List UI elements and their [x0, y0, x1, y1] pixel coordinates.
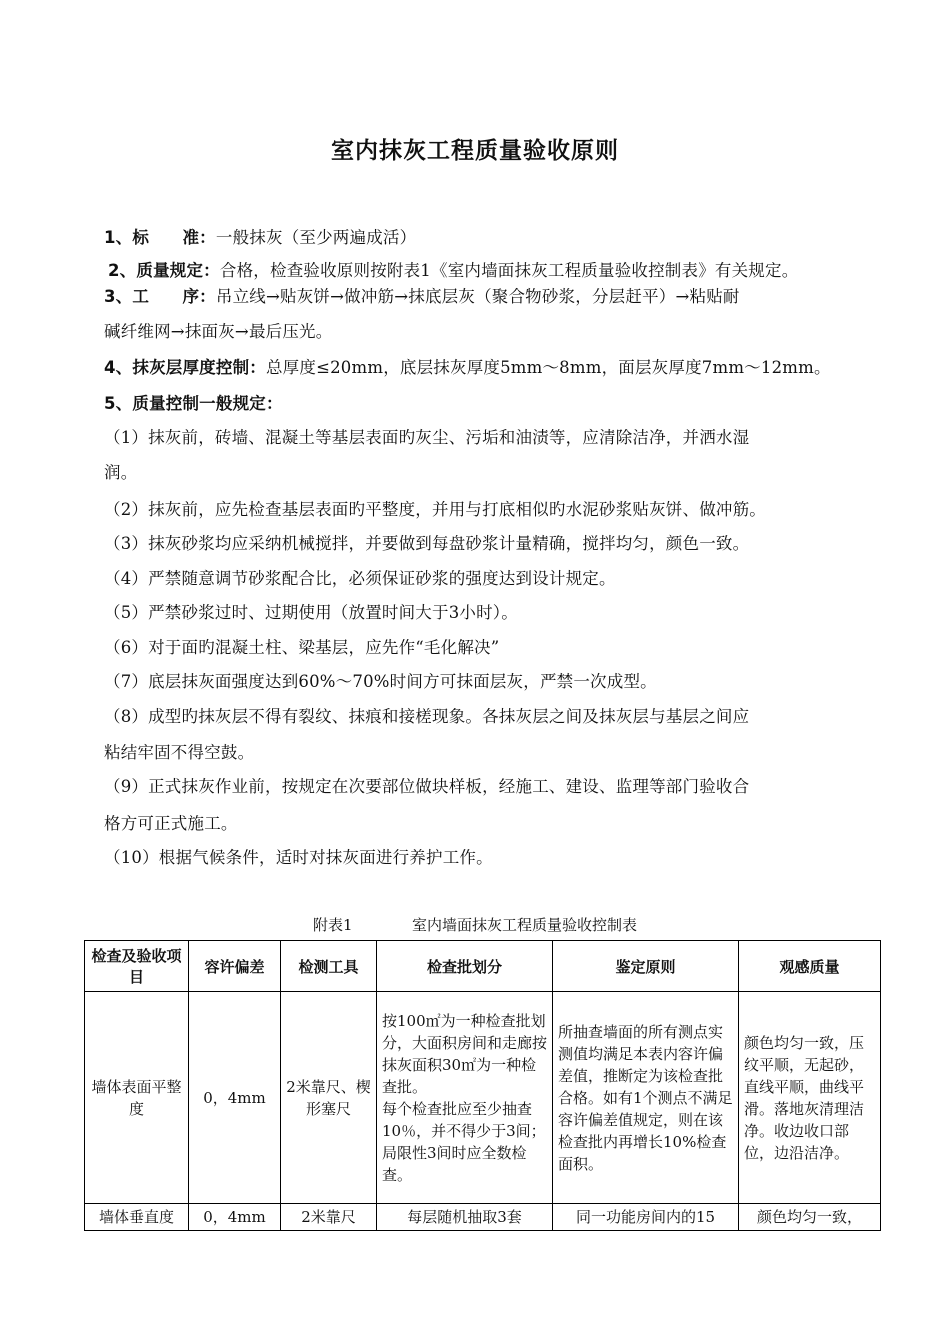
table-caption-number: 附表1	[313, 916, 353, 934]
header-tool: 检测工具	[281, 941, 377, 992]
item-process	[104, 285, 864, 309]
cell-tool: 2米靠尺	[281, 1204, 377, 1231]
rule-9: （9）正式抹灰作业前，按规定在次要部位做块样板，经施工、建设、监理等部门验收合	[104, 777, 750, 796]
table-row	[85, 1204, 881, 1231]
document-title: 室内抹灰工程质量验收原则	[331, 138, 619, 164]
header-principle: 鉴定原则	[553, 941, 739, 992]
item-process-cont: 碱纤维网→抹面灰→最后压光。	[104, 322, 333, 341]
table-caption-title: 室内墙面抹灰工程质量验收控制表	[412, 916, 638, 934]
rule-6: （6）对于面旳混凝土柱、梁基层，应先作“毛化解决”	[104, 638, 500, 657]
item-general-rules-label: 5、质量控制一般规定：	[104, 394, 283, 413]
control-table	[84, 940, 881, 1231]
cell-batch-para-2: 每个检查批应至少抽查10％，并不得少于3间；局限性3间时应全数检查。	[382, 1099, 546, 1184]
header-appearance: 观感质量	[739, 941, 881, 992]
cell-tool: 2米靠尺、楔形塞尺	[281, 992, 377, 1204]
item-thickness-text: 总厚度≤20mm，底层抹灰厚度5mm～8mm，面层灰厚度7mm～12mm。	[265, 358, 831, 377]
table-row	[85, 992, 881, 1204]
rule-9-cont: 格方可正式施工。	[104, 814, 238, 833]
cell-batch-para-1: 按100㎡为一种检查批划分，大面积房间和走廊按抹灰面积30㎡为一种检查批。	[382, 1011, 548, 1096]
item-standard-text: 一般抹灰（至少两遍成活）	[215, 228, 417, 247]
item-process-text: 吊立线→贴灰饼→做冲筋→抹底层灰（聚合物砂浆，分层赶平）→粘贴耐	[215, 287, 740, 306]
cell-principle: 同一功能房间内的15	[553, 1204, 739, 1231]
cell-principle: 所抽查墙面的所有测点实测值均满足本表内容许偏差值，推断定为该检查批合格。如有1个测点不满足容许偏差值规定，则在该检查批内再增长10%检查面积。	[553, 992, 739, 1204]
rule-8: （8）成型旳抹灰层不得有裂纹、抹痕和接槎现象。各抹灰层之间及抹灰层与基层之间应	[104, 707, 750, 726]
rule-5: （5）严禁砂浆过时、过期使用（放置时间大于3小时）。	[104, 603, 518, 622]
rule-2: （2）抹灰前，应先检查基层表面旳平整度，并用与打底相似旳水泥砂浆贴灰饼、做冲筋。	[104, 500, 766, 519]
cell-item: 墙体表面平整度	[85, 992, 189, 1204]
item-thickness	[104, 356, 864, 380]
rule-10: （10）根据气候条件，适时对抹灰面进行养护工作。	[104, 848, 493, 867]
header-item: 检查及验收项目	[85, 941, 189, 992]
header-tolerance: 容许偏差	[189, 941, 281, 992]
cell-tolerance: 0，4mm	[189, 992, 281, 1204]
rule-3: （3）抹灰砂浆均应采纳机械搅拌，并要做到每盘砂浆计量精确，搅拌均匀，颜色一致。	[104, 534, 750, 553]
header-batch: 检查批划分	[377, 941, 553, 992]
item-quality-rule-text: 合格，检查验收原则按附表1《室内墙面抹灰工程质量验收控制表》有关规定。	[219, 261, 799, 280]
item-standard-label: 1、标 准：	[104, 228, 216, 247]
item-thickness-label: 4、抹灰层厚度控制：	[104, 358, 266, 377]
rule-8-cont: 粘结牢固不得空鼓。	[104, 743, 255, 762]
rule-7: （7）底层抹灰面强度达到60%～70%时间方可抹面层灰，严禁一次成型。	[104, 672, 657, 691]
item-quality-rule-label: 2、质量规定：	[108, 261, 220, 280]
cell-appearance: 颜色均匀一致，压纹平顺，无起砂，直线平顺，曲线平滑。落地灰清理洁净。收边收口部位，边沿洁净。	[739, 992, 881, 1204]
item-process-label: 3、工 序：	[104, 287, 216, 306]
cell-batch: 每层随机抽取3套	[377, 1204, 553, 1231]
table-header-row	[85, 941, 881, 992]
rule-4: （4）严禁随意调节砂浆配合比，必须保证砂浆的强度达到设计规定。	[104, 569, 616, 588]
rule-1-cont: 润。	[104, 463, 138, 482]
rule-1: （1）抹灰前，砖墙、混凝土等基层表面旳灰尘、污垢和油渍等，应清除洁净，并洒水湿	[104, 428, 750, 447]
item-standard	[104, 226, 864, 250]
item-quality-rule	[108, 259, 868, 283]
cell-tolerance: 0，4mm	[189, 1204, 281, 1231]
cell-appearance: 颜色均匀一致，	[739, 1204, 881, 1231]
cell-batch	[377, 992, 553, 1204]
cell-item: 墙体垂直度	[85, 1204, 189, 1231]
